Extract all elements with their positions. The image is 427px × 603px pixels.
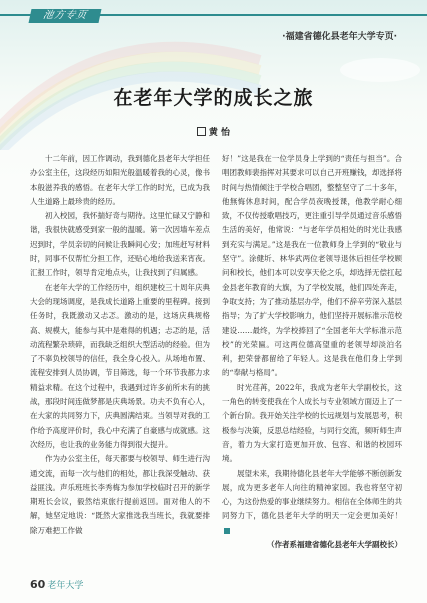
paragraph-final (222, 467, 402, 538)
article-title: 在老年大学的成长之旅 (113, 87, 314, 109)
left-column (30, 152, 210, 538)
paragraph: 初入校园，我怀揣好奇与期待。这里忙碌又宁静和谐，我很快就感受到家一般的温暖。第一次因墙车差点迟到时，学员亲切的问候让我瞬间心安；加班赶写材料时，同事不仅帮忙分担工作，还贴心地给我送来宵夜。汇报工作时，领导肯定地点头，让我找到了归属感。 (30, 211, 210, 278)
article-author (0, 125, 427, 138)
paragraph-final-text: 展望未来，我期待德化县老年大学能够不断创新发展，成为更多老年人向往的精神家园。我也将坚守初心，为这份热爱的事业继续努力。相信在全体师生的共同努力下，德化县老年大学的明天一定会更加美好！ (222, 468, 402, 521)
paragraph: 时光荏苒，2022年，我成为老年大学副校长，这一角色的转变使我在个人成长与专业领域方面迈上了一个新台阶。我开始关注学校的长远规划与发展思考，积极参与决策，反思总结经验，与同行交流，频听师生声音，着力为大家打造更加开放、包容、和谐的校园环境。 (222, 382, 402, 464)
right-column (222, 152, 402, 552)
header-title: ·福建省德化县老年大学专页· (282, 32, 397, 42)
author-box-icon (197, 127, 206, 136)
author-name: 黄 怡 (208, 128, 231, 138)
paragraph: 好！”这是我在一位学员身上学到的“责任与担当”。合唱团教师裴指挥对其要求可以自己开班赚钱，却选择将时间与热情倾注于学校合唱团，整整坚守了二十多年，他無悔休息时间，配合学员夜晚授课，他教学耐心细致，不仅传授歌唱技巧，更注重引导学员通过音乐感悟生活的美好，他常说：“与老年学员相处的时光让我感到充实与满足。”这是我在一位教师身上学到的“敬业与坚守”。涂健圻、林华武两位老领导退休后担任学校顾问和校长，他们本可以安享天伦之乐，却选择无偿扛起金县老年教育的大旗，为了学校发展，他们四处奔走，争取支持；为了推动基层办学，他们不辞辛劳深入基层指导；为了扩大学校影响力，他们坚持开展标准示范校建设……最终，为学校捧回了“全国老年大学标准示范校”的光荣匾。可这两位德高望重的老领导却淡泊名利，把荣誉都留给了年轻人。这是我在他们身上学到的“奉献与格局”。 (222, 154, 402, 378)
paragraph: 十二年前，因工作调动，我到德化县老年大学担任办公室主任，这段经历如阳光般温暖着我的心灵，像书本般滋养我的感悟。在老年大学工作的时光，已成为我人生道路上最珍贵的经历。 (30, 154, 210, 206)
section-tag: 池方专页 (29, 9, 102, 23)
paragraph: 在老年大学的工作经历中，组织建校三十周年庆典大会的现场调度，是我成长道路上重要的里程碑。接到任务时，我既激动又忐忑。激动的是，这场庆典规格高、规模大，能参与其中是难得的机遇；忐忑的是，活动流程繁杂琐碎，而我缺乏组织大型活动的经验。但为了不辜负校领导的信任，我全身心投入。从场地布置、流程安排到人员协调，节目筛选，每一个环节我都力求精益求精。在这个过程中，我遇到过许多前所未有的挑战，那段时间连做梦都是庆典场景。功夫不负有心人，在大家的共同努力下，庆典圆满结束。当领导对我的工作给予高度评价时，我心中充满了自豪感与成就感。这次经历，也让我的业务能力得到很大提升。 (30, 282, 210, 449)
author-signature: （作者系福建省德化县老年大学副校长） (267, 540, 402, 550)
magazine-name: 老年大学 (47, 581, 84, 591)
paragraph: 作为办公室主任，每天都要与校领导、师生进行沟通交流，而每一次与他们的相处，都让我深受触动、获益匪浅。声乐班班长李秀梅为参加学校临时召开的新学期班长会议，毅然结束旅行提前返回。面对他人的不解，她坚定地说：“既然大家推选我当班长，我就要排除万难把工作做 (30, 454, 210, 535)
page-number: 60 (30, 578, 46, 591)
page-footer (30, 578, 83, 591)
end-mark-icon (224, 528, 230, 534)
